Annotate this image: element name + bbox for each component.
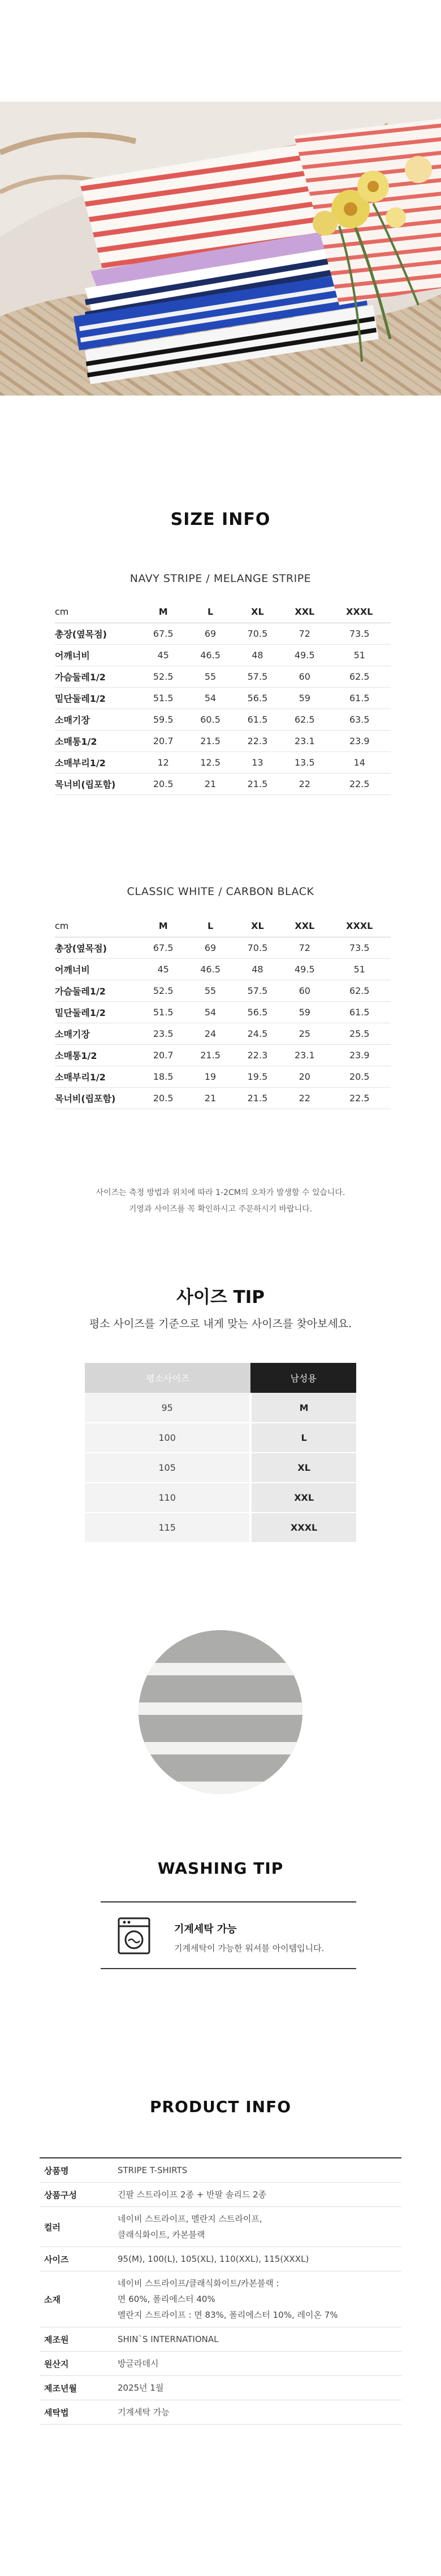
measurement-value: 20.5 <box>140 773 187 794</box>
size-tip-header-row <box>85 1363 356 1393</box>
measurement-label: 어깨너비 <box>55 644 140 666</box>
hero-product-image <box>0 102 441 396</box>
measurement-value: 25.5 <box>328 1023 391 1044</box>
product-info-line: 클래식화이트, 카본블랙 <box>118 2230 205 2240</box>
measurement-value: 52.5 <box>140 980 187 1001</box>
product-info-line: 기계세탁 가능 <box>118 2407 170 2417</box>
measurement-label: 밑단둘레1/2 <box>55 1001 140 1023</box>
size-row <box>55 1087 391 1109</box>
measurement-value: 21.5 <box>187 1044 234 1066</box>
measurement-label: 소매통1/2 <box>55 1044 140 1066</box>
product-info-value <box>113 2352 401 2376</box>
measurement-label: 밑단둘레1/2 <box>55 687 140 709</box>
size-row <box>55 751 391 773</box>
measurement-value: 48 <box>234 644 281 666</box>
product-info-row <box>40 2327 401 2352</box>
measurement-value: 57.5 <box>234 980 281 1001</box>
product-info-line: 네이비 스트라이프, 멜란지 스트라이프, <box>118 2214 262 2224</box>
measurement-value: 23.9 <box>328 1044 391 1066</box>
size-note-line: 사이즈는 측정 방법과 위치에 따라 1-2CM의 오차가 발생할 수 있습니다. <box>96 1188 345 1197</box>
product-info-row <box>40 2352 401 2376</box>
measurement-value: 61.5 <box>328 687 391 709</box>
measurement-value: 24 <box>187 1023 234 1044</box>
product-info-key: 제조년월 <box>44 2383 77 2393</box>
usual-size-cell: 110 <box>85 1483 250 1513</box>
measurement-value: 73.5 <box>328 937 391 958</box>
washing-description: 기계세탁이 가능한 워셔블 아이템입니다. <box>174 1943 325 1953</box>
measurement-value: 23.1 <box>281 1044 328 1066</box>
measurement-value: 22 <box>281 773 328 794</box>
size-row <box>55 1044 391 1066</box>
measurement-value: 13.5 <box>281 751 328 773</box>
size-row <box>55 687 391 709</box>
size-table-header-row <box>55 915 391 937</box>
measurement-value: 13 <box>234 751 281 773</box>
header-cell: L <box>187 915 234 937</box>
measurement-value: 48 <box>234 958 281 980</box>
measurement-value: 60 <box>281 980 328 1001</box>
size-row <box>55 730 391 751</box>
measurement-value: 24.5 <box>234 1023 281 1044</box>
measurement-label: 소매기장 <box>55 709 140 730</box>
header-cell: L <box>187 601 234 623</box>
measurement-value: 51 <box>328 958 391 980</box>
washing-tip-title: WASHING TIP <box>157 1859 284 1878</box>
mens-size-cell: L <box>250 1423 356 1453</box>
product-info-row <box>40 2376 401 2400</box>
measurement-value: 59 <box>281 1001 328 1023</box>
measurement-value: 56.5 <box>234 687 281 709</box>
measurement-value: 18.5 <box>140 1066 187 1087</box>
header-cell: XXXL <box>328 601 391 623</box>
washing-machine-icon <box>114 1916 154 1956</box>
product-info-key: 원산지 <box>44 2358 69 2369</box>
product-info-row <box>40 2207 401 2247</box>
product-info-table <box>40 2157 401 2425</box>
product-info-row <box>40 2183 401 2207</box>
product-info-key: 컬러 <box>44 2222 60 2232</box>
measurement-value: 49.5 <box>281 644 328 666</box>
measurement-value: 72 <box>281 937 328 958</box>
size-note-line: 기영과 사이즈를 꼭 확인하시고 주문하시기 바랍니다. <box>128 1205 313 1214</box>
size-row <box>55 773 391 794</box>
measurement-value: 51.5 <box>140 1001 187 1023</box>
product-info-row <box>40 2158 401 2183</box>
product-info-value <box>113 2247 401 2271</box>
measurement-value: 67.5 <box>140 623 187 644</box>
classic-carbon-subtitle: CLASSIC WHITE / CARBON BLACK <box>127 885 314 898</box>
product-info-line: 멜란지 스트라이프 : 면 83%, 폴리에스터 10%, 레이온 7% <box>118 2310 338 2320</box>
measurement-value: 20.7 <box>140 1044 187 1066</box>
measurement-value: 20.7 <box>140 730 187 751</box>
measurement-label: 어깨너비 <box>55 958 140 980</box>
measurement-value: 46.5 <box>187 644 234 666</box>
measurement-label: 목너비(립포함) <box>55 773 140 794</box>
measurement-value: 73.5 <box>328 623 391 644</box>
product-info-title: PRODUCT INFO <box>149 2097 292 2116</box>
measurement-value: 54 <box>187 1001 234 1023</box>
measurement-value: 67.5 <box>140 937 187 958</box>
measurement-value: 12 <box>140 751 187 773</box>
melange-stripe-fabric <box>139 1630 302 1794</box>
product-info-line: 95(M), 100(L), 105(XL), 110(XXL), 115(XXXL) <box>118 2254 309 2264</box>
measurement-value: 55 <box>187 666 234 687</box>
size-tip-row <box>85 1423 356 1453</box>
size-tip-row <box>85 1483 356 1513</box>
product-info-row <box>40 2400 401 2425</box>
size-row <box>55 709 391 730</box>
folded-shirts-illustration <box>0 102 441 396</box>
product-info-row <box>40 2247 401 2271</box>
measurement-value: 22 <box>281 1087 328 1109</box>
product-info-line: STRIPE T-SHIRTS <box>118 2165 188 2175</box>
measurement-value: 20.5 <box>328 1066 391 1087</box>
measurement-value: 52.5 <box>140 666 187 687</box>
navy-melange-subtitle: NAVY STRIPE / MELANGE STRIPE <box>129 572 312 585</box>
washing-label: 기계세탁 가능 <box>174 1923 237 1935</box>
measurement-value: 54 <box>187 687 234 709</box>
product-info-line: 긴팔 스트라이프 2종 + 반팔 솔리드 2종 <box>118 2190 267 2200</box>
size-row <box>55 666 391 687</box>
measurement-value: 19.5 <box>234 1066 281 1087</box>
size-row <box>55 644 391 666</box>
measurement-label: 총장(옆목점) <box>55 937 140 958</box>
measurement-value: 14 <box>328 751 391 773</box>
product-info-value <box>113 2376 401 2400</box>
size-table-navy-melange <box>55 601 391 795</box>
measurement-value: 23.5 <box>140 1023 187 1044</box>
size-tip-table <box>85 1363 356 1543</box>
product-info-line: 2025년 1월 <box>118 2383 164 2393</box>
measurement-value: 59.5 <box>140 709 187 730</box>
measurement-value: 21 <box>187 1087 234 1109</box>
measurement-value: 57.5 <box>234 666 281 687</box>
measurement-value: 72 <box>281 623 328 644</box>
measurement-label: 가슴둘레1/2 <box>55 666 140 687</box>
header-cell: cm <box>55 601 140 623</box>
measurement-value: 21.5 <box>234 1087 281 1109</box>
size-tip-description: 평소 사이즈를 기준으로 내게 맞는 사이즈를 찾아보세요. <box>89 1318 352 1330</box>
product-info-line: SHIN`S INTERNATIONAL <box>118 2334 219 2344</box>
measurement-value: 51.5 <box>140 687 187 709</box>
size-tip-row <box>85 1453 356 1483</box>
measurement-value: 60.5 <box>187 709 234 730</box>
measurement-value: 45 <box>140 958 187 980</box>
measurement-value: 22.3 <box>234 1044 281 1066</box>
product-info-value <box>113 2207 401 2247</box>
measurement-value: 62.5 <box>328 980 391 1001</box>
measurement-value: 22.5 <box>328 773 391 794</box>
header-cell: M <box>140 601 187 623</box>
measurement-value: 46.5 <box>187 958 234 980</box>
header-cell: XL <box>234 601 281 623</box>
header-cell: XL <box>234 915 281 937</box>
size-row <box>55 1066 391 1087</box>
mens-size-header: 남성용 <box>250 1363 356 1393</box>
product-info-line: 네이비 스트라이프/클래식화이트/카본블랙 : <box>118 2278 279 2288</box>
product-info-value <box>113 2400 401 2425</box>
size-row <box>55 1023 391 1044</box>
measurement-label: 총장(옆목점) <box>55 623 140 644</box>
measurement-label: 가슴둘레1/2 <box>55 980 140 1001</box>
measurement-value: 20 <box>281 1066 328 1087</box>
header-cell: XXL <box>281 601 328 623</box>
product-info-key: 제조원 <box>44 2334 69 2345</box>
size-row <box>55 980 391 1001</box>
product-info-value <box>113 2327 401 2352</box>
measurement-value: 61.5 <box>234 709 281 730</box>
product-info-value <box>113 2271 401 2327</box>
measurement-value: 49.5 <box>281 958 328 980</box>
mens-size-cell: M <box>250 1393 356 1423</box>
usual-size-cell: 95 <box>85 1393 250 1423</box>
size-tip-row <box>85 1393 356 1423</box>
measurement-value: 20.5 <box>140 1087 187 1109</box>
product-info-value <box>113 2158 401 2183</box>
size-row <box>55 623 391 644</box>
product-info-line: 면 60%, 폴리에스터 40% <box>118 2294 215 2304</box>
measurement-value: 70.5 <box>234 623 281 644</box>
header-cell: XXXL <box>328 915 391 937</box>
product-info-value <box>113 2183 401 2207</box>
measurement-label: 목너비(립포함) <box>55 1087 140 1109</box>
size-row <box>55 937 391 958</box>
size-tip-title: 사이즈 TIP <box>176 1287 265 1307</box>
measurement-value: 62.5 <box>328 666 391 687</box>
size-note <box>0 1185 441 1218</box>
measurement-value: 25 <box>281 1023 328 1044</box>
measurement-value: 61.5 <box>328 1001 391 1023</box>
measurement-value: 70.5 <box>234 937 281 958</box>
measurement-value: 21.5 <box>187 730 234 751</box>
product-info-key: 사이즈 <box>44 2254 69 2265</box>
header-cell: cm <box>55 915 140 937</box>
measurement-label: 소매부리1/2 <box>55 751 140 773</box>
size-table-classic-carbon <box>55 915 391 1109</box>
size-table-header-row <box>55 601 391 623</box>
measurement-value: 21.5 <box>234 773 281 794</box>
measurement-label: 소매기장 <box>55 1023 140 1044</box>
product-info-key: 상품명 <box>44 2165 69 2176</box>
fabric-swatch-image <box>139 1630 302 1794</box>
mens-size-cell: XXXL <box>250 1513 356 1543</box>
usual-size-cell: 100 <box>85 1423 250 1453</box>
product-info-key: 세탁법 <box>44 2407 69 2418</box>
washing-tip-box <box>101 1901 356 1969</box>
measurement-value: 60 <box>281 666 328 687</box>
measurement-value: 55 <box>187 980 234 1001</box>
product-info-line: 방글라데시 <box>118 2358 159 2369</box>
size-tip-row <box>85 1513 356 1543</box>
measurement-value: 22.3 <box>234 730 281 751</box>
measurement-value: 62.5 <box>281 709 328 730</box>
mens-size-cell: XXL <box>250 1483 356 1513</box>
measurement-label: 소매부리1/2 <box>55 1066 140 1087</box>
measurement-value: 23.9 <box>328 730 391 751</box>
measurement-value: 22.5 <box>328 1087 391 1109</box>
measurement-value: 45 <box>140 644 187 666</box>
size-info-title: SIZE INFO <box>170 510 271 529</box>
measurement-value: 69 <box>187 623 234 644</box>
measurement-value: 63.5 <box>328 709 391 730</box>
header-cell: M <box>140 915 187 937</box>
mens-size-cell: XL <box>250 1453 356 1483</box>
measurement-value: 56.5 <box>234 1001 281 1023</box>
product-info-key: 소재 <box>44 2294 60 2305</box>
measurement-value: 69 <box>187 937 234 958</box>
header-cell: XXL <box>281 915 328 937</box>
product-info-key: 상품구성 <box>44 2190 77 2200</box>
measurement-value: 23.1 <box>281 730 328 751</box>
usual-size-header: 평소사이즈 <box>85 1363 250 1393</box>
measurement-label: 소매통1/2 <box>55 730 140 751</box>
measurement-value: 59 <box>281 687 328 709</box>
size-row <box>55 958 391 980</box>
measurement-value: 21 <box>187 773 234 794</box>
usual-size-cell: 105 <box>85 1453 250 1483</box>
usual-size-cell: 115 <box>85 1513 250 1543</box>
measurement-value: 12.5 <box>187 751 234 773</box>
size-row <box>55 1001 391 1023</box>
measurement-value: 19 <box>187 1066 234 1087</box>
product-info-row <box>40 2271 401 2327</box>
measurement-value: 51 <box>328 644 391 666</box>
